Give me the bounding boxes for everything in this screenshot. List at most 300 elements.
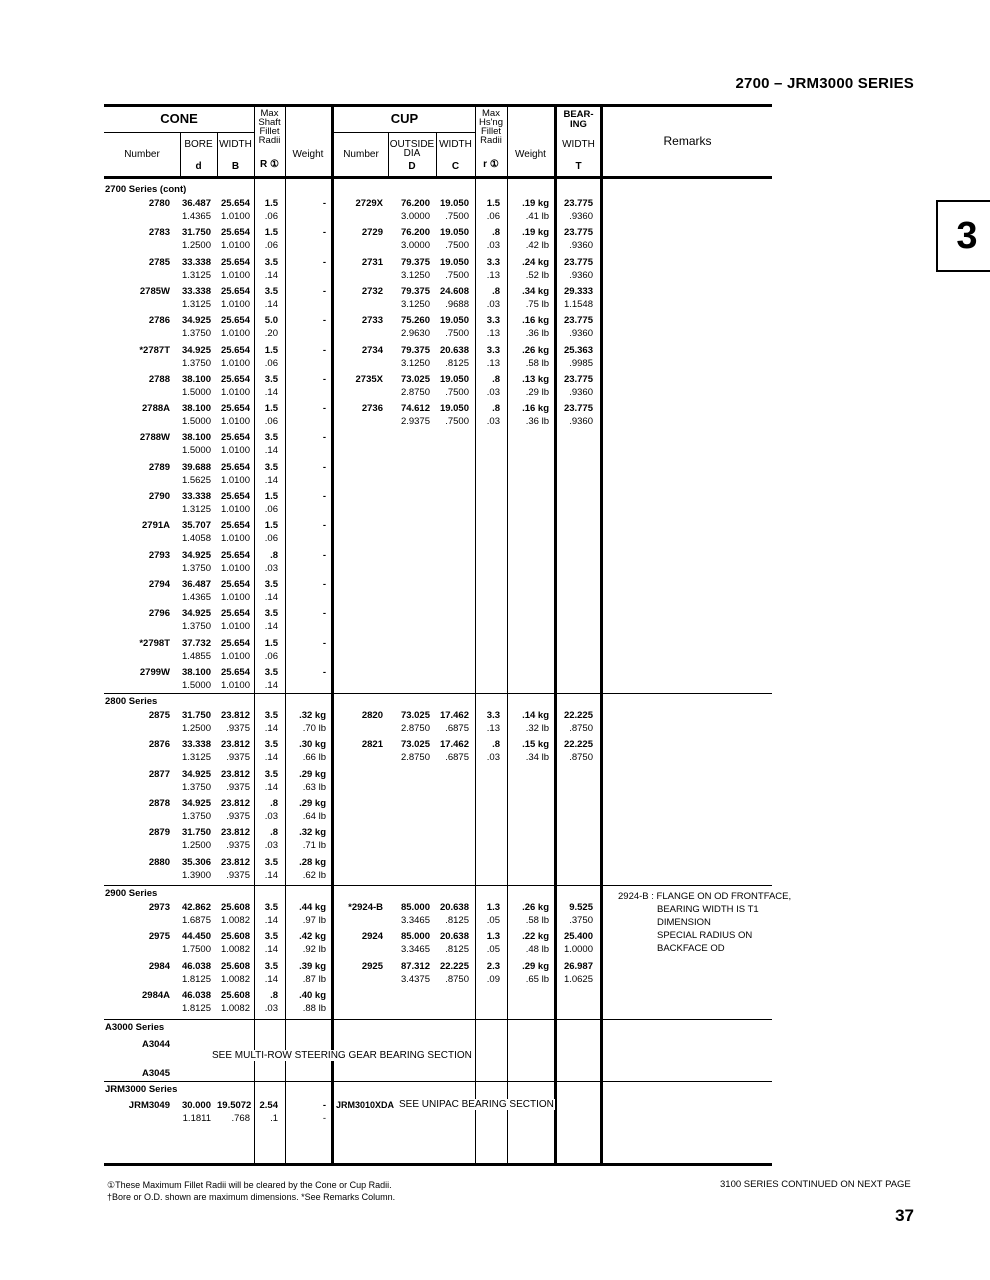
cup-width-in: .7500 bbox=[445, 240, 469, 252]
cup-weight-header: Weight bbox=[515, 149, 546, 160]
hsng-radii-mm: .8 bbox=[492, 285, 500, 297]
section-label: JRM3000 Series bbox=[105, 1084, 178, 1095]
cone-weight: - bbox=[322, 1113, 326, 1124]
cup-number-header: Number bbox=[343, 149, 379, 160]
cone-weight-kg: .44 kg bbox=[299, 902, 326, 913]
width-mm: 25.608 bbox=[220, 989, 250, 1001]
shaft-radii-mm: 1.5 bbox=[264, 227, 278, 239]
cone-number: 2788W bbox=[139, 432, 170, 444]
cup-weight-lb: .75 lb bbox=[525, 298, 549, 310]
cup-width-in: .8750 bbox=[445, 973, 469, 985]
cup-weight-kg: .19 kg bbox=[522, 198, 549, 209]
cone-weight-kg: .29 kg bbox=[299, 768, 326, 780]
remarks-header: Remarks bbox=[663, 134, 712, 148]
shaft-radii-in: .14 bbox=[264, 752, 278, 764]
cone-number: 2975 bbox=[148, 931, 170, 943]
bore-mm: 31.750 bbox=[181, 227, 211, 239]
cone-number: 2794 bbox=[148, 578, 170, 590]
bore-mm: 33.338 bbox=[181, 285, 211, 297]
jrm-note: SEE UNIPAC BEARING SECTION bbox=[399, 1099, 554, 1110]
shaft-radii-in: .06 bbox=[264, 357, 278, 369]
bore-in: 1.7500 bbox=[181, 944, 211, 956]
cone-number: 2877 bbox=[148, 768, 170, 780]
page-number: 37 bbox=[895, 1206, 914, 1225]
width-in: 1.0100 bbox=[220, 474, 250, 486]
shaft-radii-in: .14 bbox=[264, 973, 278, 985]
bore-in: 1.4058 bbox=[181, 533, 211, 545]
width-mm: 25.654 bbox=[220, 549, 250, 561]
shaft-radii-mm: 1.5 bbox=[264, 403, 278, 415]
outside-dia-mm: 73.025 bbox=[400, 710, 430, 721]
width-mm: 23.812 bbox=[220, 856, 250, 868]
bore-in: 1.4855 bbox=[181, 650, 211, 662]
cup-number: 2729 bbox=[361, 227, 383, 239]
remark-line: DIMENSION bbox=[657, 917, 711, 928]
bore-in: 1.3125 bbox=[181, 752, 211, 764]
bearing-width-in: 1.0000 bbox=[563, 944, 593, 956]
width-in: 1.0082 bbox=[220, 944, 250, 956]
shaft-radii-in: .14 bbox=[264, 944, 278, 956]
bore-mm: 34.925 bbox=[181, 797, 211, 809]
footnote: ①These Maximum Fillet Radii will be cleared by the Cone or Cup Radii. bbox=[107, 1180, 392, 1190]
bore-in: 1.4365 bbox=[181, 211, 211, 222]
shaft-radii-in: .06 bbox=[264, 533, 278, 545]
outside-dia-mm: 85.000 bbox=[400, 902, 430, 913]
width-mm: 25.654 bbox=[220, 608, 250, 620]
cone-weight-kg: - bbox=[322, 432, 326, 444]
bearing-width-in: 1.0625 bbox=[563, 973, 593, 985]
cup-width-in: .6875 bbox=[445, 723, 469, 734]
shaft-radii-mm: .8 bbox=[270, 989, 278, 1001]
width-in: .9375 bbox=[226, 781, 250, 793]
outside-dia-mm: 76.200 bbox=[400, 198, 430, 209]
bore-mm: 39.688 bbox=[181, 461, 211, 473]
section-label: 2800 Series bbox=[105, 696, 158, 707]
cup-number: 2734 bbox=[361, 344, 383, 356]
cone-header: CONE bbox=[160, 111, 198, 126]
shaft-radii-in: .03 bbox=[264, 562, 278, 574]
width-in: 1.0100 bbox=[220, 679, 250, 691]
outside-dia-mm: 79.375 bbox=[400, 344, 430, 356]
outside-dia-mm: 74.612 bbox=[400, 403, 430, 415]
cup-weight-kg: .26 kg bbox=[522, 344, 549, 356]
cone-weight-kg: - bbox=[322, 520, 326, 532]
shaft-radii-in: .14 bbox=[264, 621, 278, 633]
cup-weight-lb: .32 lb bbox=[525, 723, 549, 734]
cup-number: 2924 bbox=[361, 931, 383, 943]
cone-weight-lb: .92 lb bbox=[302, 944, 326, 956]
hsng-radii-in: .05 bbox=[486, 944, 500, 956]
outside-dia-symbol: D bbox=[408, 161, 416, 172]
cone-weight-lb: .62 lb bbox=[302, 869, 326, 881]
width-mm: 19.5072 bbox=[217, 1100, 252, 1111]
shaft-radii-mm: 3.5 bbox=[264, 432, 278, 444]
cone-weight-kg: - bbox=[322, 461, 326, 473]
cone-weight-kg: - bbox=[322, 373, 326, 385]
hsng-radii-in: .13 bbox=[486, 328, 500, 340]
series-title: 2700 – JRM3000 SERIES bbox=[735, 75, 914, 92]
width-mm: 25.608 bbox=[220, 902, 250, 913]
shaft-radii-mm: 3.5 bbox=[264, 739, 278, 751]
shaft-radii-in: .1 bbox=[270, 1113, 278, 1124]
cup-width-mm: 20.638 bbox=[439, 902, 469, 913]
cone-weight-kg: - bbox=[322, 285, 326, 297]
bore-in: 1.3125 bbox=[181, 504, 211, 515]
cone-weight-kg: .28 kg bbox=[299, 856, 326, 868]
bore-in: 1.3750 bbox=[181, 781, 211, 793]
cup-header: CUP bbox=[390, 111, 419, 126]
shaft-radii-mm: 5.0 bbox=[264, 315, 278, 327]
cone-number: 2791A bbox=[142, 520, 170, 532]
width-header: WIDTH bbox=[219, 139, 252, 150]
outside-dia-mm: 79.375 bbox=[400, 256, 430, 268]
cone-number: JRM3049 bbox=[128, 1100, 170, 1111]
bore-mm: 34.925 bbox=[181, 315, 211, 327]
outside-dia-in: 3.1250 bbox=[400, 357, 430, 369]
bearing-width-mm: 25.400 bbox=[563, 931, 593, 943]
shaft-radii-in: .14 bbox=[264, 723, 278, 734]
bore-in: 1.1811 bbox=[182, 1113, 211, 1124]
width-in: .9375 bbox=[226, 869, 250, 881]
width-in: .9375 bbox=[226, 752, 250, 764]
outside-dia-in: 3.3465 bbox=[400, 944, 430, 956]
bore-in: 1.3125 bbox=[181, 298, 211, 310]
cup-weight-lb: .58 lb bbox=[525, 357, 549, 369]
bore-in: 1.5000 bbox=[181, 386, 211, 398]
width-in: .768 bbox=[231, 1113, 250, 1124]
cup-weight-kg: .15 kg bbox=[522, 739, 549, 751]
width-in: 1.0100 bbox=[220, 504, 250, 515]
cone-weight-kg: - bbox=[322, 608, 326, 620]
hsng-radii-in: .03 bbox=[486, 298, 500, 310]
shaft-radii-in: .06 bbox=[264, 504, 278, 515]
cup-width-mm: 19.050 bbox=[439, 315, 469, 327]
max-hsng-fillet-header: Max Hs'ng Fillet Radii bbox=[479, 108, 503, 146]
outside-dia-in: 2.8750 bbox=[400, 752, 430, 764]
cup-number: 2821 bbox=[361, 739, 383, 751]
bearing-width-in: .9360 bbox=[569, 386, 593, 398]
shaft-radii-mm: 3.5 bbox=[264, 666, 278, 678]
bearing-width-mm: 23.775 bbox=[563, 198, 593, 209]
shaft-radii-mm: 3.5 bbox=[264, 768, 278, 780]
shaft-radii-mm: 1.5 bbox=[264, 198, 278, 209]
bore-in: 1.5625 bbox=[181, 474, 211, 486]
cup-number: 2735X bbox=[355, 373, 383, 385]
cup-width-in: .7500 bbox=[445, 269, 469, 281]
width-in: 1.0100 bbox=[220, 650, 250, 662]
cone-number: 2790 bbox=[148, 491, 170, 502]
width-in: 1.0100 bbox=[220, 562, 250, 574]
width-in: 1.0100 bbox=[220, 357, 250, 369]
bore-mm: 30.000 bbox=[181, 1100, 211, 1111]
bearing-width-in: 1.1548 bbox=[563, 298, 593, 310]
bearing-width-in: .9985 bbox=[569, 357, 593, 369]
width-in: 1.0100 bbox=[220, 298, 250, 310]
cone-number: 2984 bbox=[148, 960, 170, 972]
width-symbol: B bbox=[231, 161, 240, 172]
hsng-radii-in: .03 bbox=[486, 240, 500, 252]
width-in: 1.0100 bbox=[220, 591, 250, 603]
shaft-radii-in: .03 bbox=[264, 1002, 278, 1014]
bore-mm: 38.100 bbox=[181, 373, 211, 385]
bore-mm: 36.487 bbox=[181, 198, 211, 209]
bore-in: 1.8125 bbox=[181, 973, 211, 985]
cone-weight-kg: .39 kg bbox=[299, 960, 326, 972]
cup-width-mm: 20.638 bbox=[439, 344, 469, 356]
cup-number: 2732 bbox=[361, 285, 383, 297]
width-mm: 25.654 bbox=[220, 285, 250, 297]
width-in: 1.0082 bbox=[220, 915, 250, 926]
cup-width-mm: 17.462 bbox=[439, 710, 469, 721]
cup-weight-kg: .34 kg bbox=[522, 285, 549, 297]
width-in: 1.0100 bbox=[220, 386, 250, 398]
bore-in: 1.3750 bbox=[181, 357, 211, 369]
cone-weight-kg: - bbox=[322, 666, 326, 678]
bore-mm: 34.925 bbox=[181, 768, 211, 780]
cone-weight-lb: .71 lb bbox=[302, 840, 326, 852]
section-label: 2900 Series bbox=[105, 888, 158, 899]
hsng-radii-mm: 1.5 bbox=[486, 198, 500, 209]
outside-dia-in: 3.4375 bbox=[400, 973, 430, 985]
bore-in: 1.2500 bbox=[181, 723, 211, 734]
bore-mm: 38.100 bbox=[181, 666, 211, 678]
shaft-radii-in: .14 bbox=[264, 915, 278, 926]
cup-width-in: .8125 bbox=[445, 357, 469, 369]
width-mm: 25.654 bbox=[220, 520, 250, 532]
cone-weight-kg: - bbox=[322, 403, 326, 415]
bore-in: 1.2500 bbox=[181, 840, 211, 852]
cone-number: 2789 bbox=[148, 461, 170, 473]
shaft-radii-mm: 3.5 bbox=[264, 608, 278, 620]
bore-mm: 34.925 bbox=[181, 344, 211, 356]
cone-number: 2879 bbox=[148, 827, 170, 839]
width-in: 1.0082 bbox=[220, 973, 250, 985]
width-in: 1.0100 bbox=[220, 416, 250, 428]
bore-mm: 46.038 bbox=[181, 989, 211, 1001]
cup-width-in: .7500 bbox=[445, 416, 469, 428]
hsng-radii-mm: 3.3 bbox=[486, 256, 500, 268]
cup-weight-lb: .41 lb bbox=[525, 211, 549, 222]
bore-in: 1.3750 bbox=[181, 810, 211, 822]
hsng-radii-in: .03 bbox=[486, 752, 500, 764]
outside-dia-in: 2.9630 bbox=[400, 328, 430, 340]
cup-weight-lb: .42 lb bbox=[525, 240, 549, 252]
outside-dia-in: 2.8750 bbox=[400, 386, 430, 398]
width-in: 1.0100 bbox=[220, 621, 250, 633]
bearing-width-in: .3750 bbox=[569, 915, 593, 926]
cone-weight-kg: - bbox=[322, 344, 326, 356]
section-label: A3000 Series bbox=[105, 1022, 165, 1033]
width-in: 1.0082 bbox=[220, 1002, 250, 1014]
shaft-radii-mm: 1.5 bbox=[264, 491, 278, 502]
width-mm: 25.654 bbox=[220, 344, 250, 356]
bore-mm: 35.707 bbox=[181, 520, 211, 532]
outside-dia-in: 3.0000 bbox=[400, 211, 430, 222]
cone-weight-kg: - bbox=[322, 227, 326, 239]
bearing-width-symbol: T bbox=[575, 161, 582, 172]
shaft-radii-mm: .8 bbox=[270, 797, 278, 809]
bearing-table bbox=[104, 104, 792, 1166]
shaft-radii-mm: .8 bbox=[270, 827, 278, 839]
shaft-radii-mm: .8 bbox=[270, 549, 278, 561]
cup-number: 2733 bbox=[361, 315, 383, 327]
shaft-radii-mm: 1.5 bbox=[264, 344, 278, 356]
cup-weight-lb: .36 lb bbox=[525, 328, 549, 340]
cone-weight-kg: - bbox=[322, 637, 326, 649]
cup-weight-kg: .14 kg bbox=[522, 710, 549, 721]
cup-width-in: .7500 bbox=[445, 386, 469, 398]
hsng-radii-in: .13 bbox=[486, 269, 500, 281]
outside-dia-mm: 87.312 bbox=[400, 960, 430, 972]
shaft-radii-in: .14 bbox=[264, 591, 278, 603]
cone-number: *2798T bbox=[139, 637, 170, 649]
cup-width-mm: 19.050 bbox=[439, 256, 469, 268]
cone-number: A3045 bbox=[142, 1068, 170, 1079]
cone-number: 2984A bbox=[142, 989, 170, 1001]
outside-dia-mm: 79.375 bbox=[400, 285, 430, 297]
cone-number: 2788A bbox=[142, 403, 170, 415]
bore-mm: 38.100 bbox=[181, 432, 211, 444]
hsng-radii-mm: 1.3 bbox=[486, 931, 500, 943]
shaft-radii-in: .14 bbox=[264, 269, 278, 281]
cone-number: 2875 bbox=[148, 710, 170, 721]
hsng-radii-in: .03 bbox=[486, 386, 500, 398]
cone-weight-kg: .30 kg bbox=[299, 739, 326, 751]
cup-weight-lb: .52 lb bbox=[525, 269, 549, 281]
cup-weight-lb: .65 lb bbox=[525, 973, 549, 985]
cone-weight-kg: .32 kg bbox=[299, 827, 326, 839]
shaft-radii-mm: 3.5 bbox=[264, 710, 278, 721]
width-mm: 25.654 bbox=[220, 491, 250, 502]
shaft-radii-in: .14 bbox=[264, 445, 278, 457]
width-mm: 23.812 bbox=[220, 827, 250, 839]
cup-weight-kg: .22 kg bbox=[522, 931, 549, 943]
cone-weight-kg: - bbox=[322, 491, 326, 502]
max-shaft-fillet-header: Max Shaft Fillet Radii bbox=[258, 108, 281, 146]
shaft-radii-in: .14 bbox=[264, 386, 278, 398]
cone-weight-lb: .97 lb bbox=[302, 915, 326, 926]
width-mm: 25.654 bbox=[220, 373, 250, 385]
hsng-radii-mm: .8 bbox=[492, 227, 500, 239]
cone-weight-kg: .42 kg bbox=[299, 931, 326, 943]
shaft-radii-in: .06 bbox=[264, 416, 278, 428]
width-mm: 25.654 bbox=[220, 578, 250, 590]
bore-in: 1.5000 bbox=[181, 679, 211, 691]
bore-header: BORE bbox=[184, 139, 213, 150]
hsng-radii-symbol: r ① bbox=[483, 159, 499, 170]
cup-weight-kg: .24 kg bbox=[522, 256, 549, 268]
bore-mm: 31.750 bbox=[181, 710, 211, 721]
cone-weight-kg: - bbox=[322, 578, 326, 590]
remark-line: BACKFACE OD bbox=[657, 943, 725, 954]
footnote: †Bore or O.D. shown are maximum dimensions. *See Remarks Column. bbox=[107, 1192, 396, 1202]
cone-number: A3044 bbox=[142, 1039, 170, 1050]
cup-weight-kg: .16 kg bbox=[522, 315, 549, 327]
bore-symbol: d bbox=[195, 161, 202, 172]
width-mm: 25.654 bbox=[220, 315, 250, 327]
width-mm: 25.654 bbox=[220, 637, 250, 649]
cup-weight-kg: .16 kg bbox=[522, 403, 549, 415]
cone-number: 2785 bbox=[148, 256, 170, 268]
outside-dia-mm: 73.025 bbox=[400, 739, 430, 751]
cone-weight-lb: .88 lb bbox=[302, 1002, 326, 1014]
cup-width-mm: 19.050 bbox=[439, 403, 469, 415]
shaft-radii-mm: 3.5 bbox=[264, 960, 278, 972]
outside-dia-in: 2.8750 bbox=[400, 723, 430, 734]
cone-number: 2788 bbox=[148, 373, 170, 385]
cone-number: 2785W bbox=[139, 285, 170, 297]
cone-number: 2878 bbox=[148, 797, 170, 809]
outside-dia-in: 3.1250 bbox=[400, 298, 430, 310]
width-mm: 25.654 bbox=[220, 403, 250, 415]
hsng-radii-mm: 3.3 bbox=[486, 344, 500, 356]
bearing-width-mm: 9.525 bbox=[569, 902, 593, 913]
bore-mm: 36.487 bbox=[181, 578, 211, 590]
bore-in: 1.8125 bbox=[181, 1002, 211, 1014]
shaft-radii-mm: 3.5 bbox=[264, 931, 278, 943]
cone-number: 2780 bbox=[148, 198, 170, 209]
hsng-radii-mm: 3.3 bbox=[486, 315, 500, 327]
bore-mm: 42.862 bbox=[181, 902, 211, 913]
cone-weight-lb: .70 lb bbox=[302, 723, 326, 734]
shaft-radii-symbol: R ① bbox=[260, 159, 279, 170]
bore-mm: 31.750 bbox=[181, 827, 211, 839]
cup-weight-lb: .58 lb bbox=[525, 915, 549, 926]
cup-weight-kg: .29 kg bbox=[522, 960, 549, 972]
outside-dia-in: 2.9375 bbox=[400, 416, 430, 428]
width-in: .9375 bbox=[226, 723, 250, 734]
width-in: 1.0100 bbox=[220, 445, 250, 457]
cup-number: *2924-B bbox=[348, 902, 383, 913]
bearing-width-mm: 23.775 bbox=[563, 256, 593, 268]
cup-width-mm: 20.638 bbox=[439, 931, 469, 943]
cup-width-mm: 24.608 bbox=[439, 285, 469, 297]
bore-mm: 34.925 bbox=[181, 549, 211, 561]
width-in: 1.0100 bbox=[220, 533, 250, 545]
bearing-width-in: .9360 bbox=[569, 328, 593, 340]
hsng-radii-in: .05 bbox=[486, 915, 500, 926]
bearing-header: BEAR- ING bbox=[563, 109, 594, 130]
bore-mm: 33.338 bbox=[181, 739, 211, 751]
shaft-radii-in: .14 bbox=[264, 679, 278, 691]
outside-dia-mm: 85.000 bbox=[400, 931, 430, 943]
cup-number: 2925 bbox=[361, 960, 383, 972]
width-mm: 23.812 bbox=[220, 797, 250, 809]
bearing-width-mm: 23.775 bbox=[563, 227, 593, 239]
bore-mm: 33.338 bbox=[181, 256, 211, 268]
bearing-width-mm: 25.363 bbox=[563, 344, 593, 356]
section-label: 2700 Series (cont) bbox=[105, 184, 187, 195]
cup-width-in: .8125 bbox=[445, 944, 469, 956]
width-in: .9375 bbox=[226, 810, 250, 822]
width-mm: 25.654 bbox=[220, 198, 250, 209]
outside-dia-mm: 73.025 bbox=[400, 373, 430, 385]
bore-in: 1.5000 bbox=[181, 445, 211, 457]
cone-weight-kg: .40 kg bbox=[299, 989, 326, 1001]
hsng-radii-mm: 1.3 bbox=[486, 902, 500, 913]
bearing-width-header: WIDTH bbox=[562, 139, 595, 150]
cone-number: 2796 bbox=[148, 608, 170, 620]
bore-in: 1.3750 bbox=[181, 328, 211, 340]
bearing-width-mm: 23.775 bbox=[563, 373, 593, 385]
outside-dia-mm: 75.260 bbox=[400, 315, 430, 327]
bore-mm: 46.038 bbox=[181, 960, 211, 972]
shaft-radii-mm: 1.5 bbox=[264, 637, 278, 649]
cone-number: 2799W bbox=[139, 666, 170, 678]
bore-mm: 34.925 bbox=[181, 608, 211, 620]
cup-width-in: .7500 bbox=[445, 328, 469, 340]
remark-line: 2924-B : FLANGE ON OD FRONTFACE, bbox=[618, 891, 792, 902]
